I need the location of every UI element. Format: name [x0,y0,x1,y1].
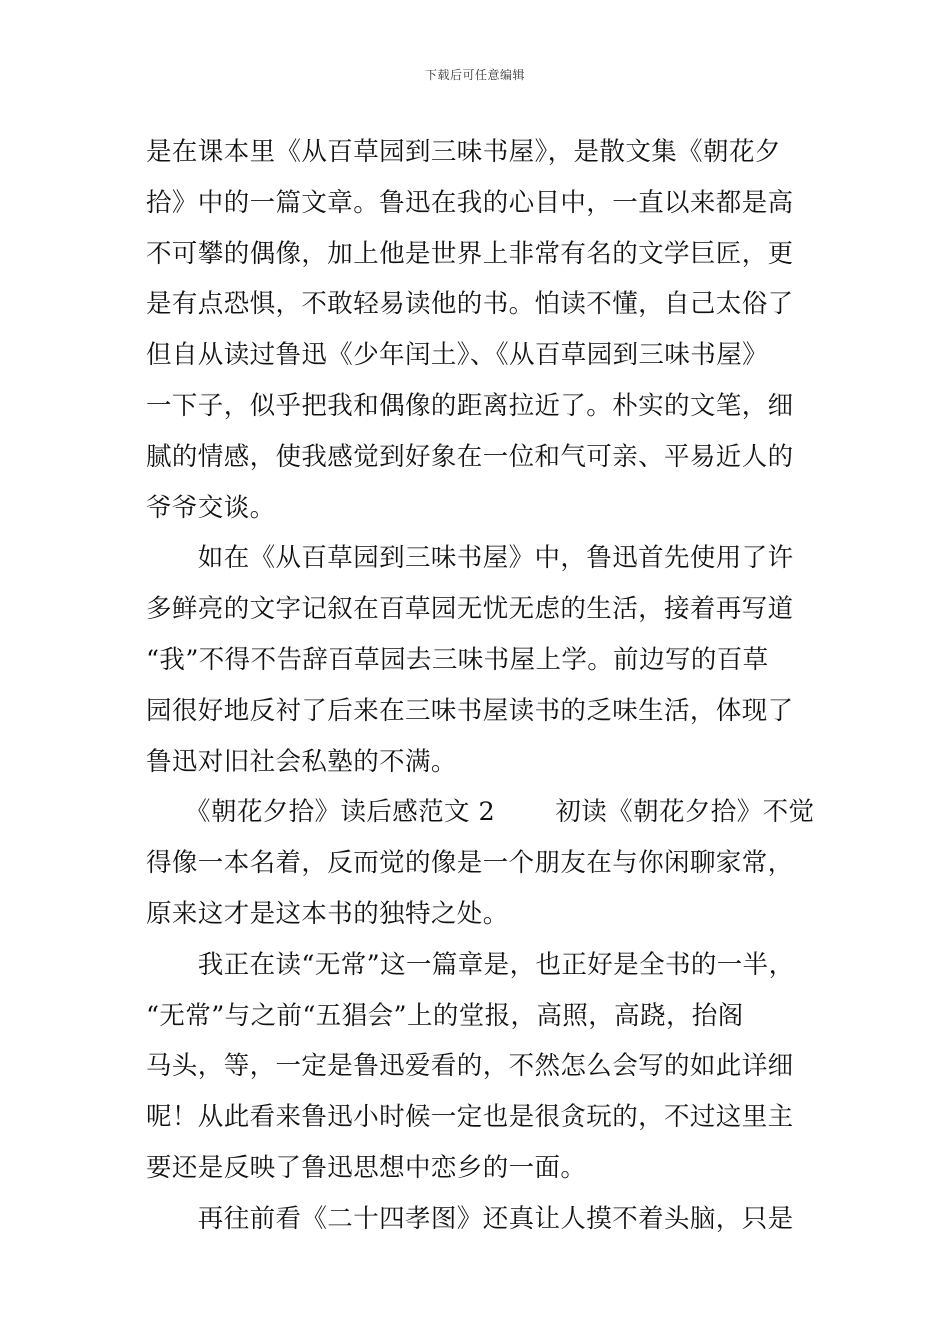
text-line: “无常”与之前“五猖会”上的堂报，高照，高跷，抬阁 [146,1000,744,1031]
text-line: 如在《从百草园到三味书屋》中，鲁迅首先使用了许 [146,543,794,574]
text-line: 一下子，似乎把我和偶像的距离拉近了。朴实的文笔，细 [146,390,794,421]
text-line: 鲁迅对旧社会私塾的不满。 [146,746,457,777]
text-line: “我”不得不告辞百草园去三味书屋上学。前边写的百草 [146,644,769,675]
text-line: 再往前看《二十四孝图》还真让人摸不着头脑，只是 [146,1203,794,1234]
text-line: 不可攀的偶像，加上他是世界上非常有名的文学巨匠，更 [146,238,794,269]
text-line: 多鲜亮的文字记叙在百草园无忧无虑的生活，接着再写道 [146,594,794,625]
text-line: 我正在读“无常”这一篇章是，也正好是全书的一半， [146,949,795,980]
text-line: 呢！从此看来鲁迅小时候一定也是很贪玩的，不过这里主 [146,1102,794,1133]
body-text [146,127,836,1245]
text-line: 腻的情感，使我感觉到好象在一位和气可亲、平易近人的 [146,441,794,472]
text-line: 马头，等，一定是鲁迅爱看的，不然怎么会写的如此详细 [146,1051,794,1082]
text-line: 是在课本里《从百草园到三味书屋》，是散文集《朝花夕 [146,137,781,167]
text-line: 但自从读过鲁迅《少年闰土》、《从百草园到三味书屋》 [146,340,769,371]
text-line: 《朝花夕拾》读后感范文 2 初读《朝花夕拾》不觉 [146,797,815,828]
page-header: 下载后可任意编辑 [424,68,525,82]
text-line: 要还是反映了鲁迅思想中恋乡的一面。 [146,1152,587,1183]
text-line: 得像一本名着，反而觉的像是一个朋友在与你闲聊家常， [146,848,794,879]
text-line: 拾》中的一篇文章。鲁迅在我的心目中，一直以来都是高 [146,187,794,218]
text-line: 原来这才是这本书的独特之处。 [146,898,509,929]
text-line: 是有点恐惧，不敢轻易读他的书。怕读不懂，自己太俗了 [146,289,794,320]
text-line: 爷爷交谈。 [146,492,276,523]
text-line: 园很好地反衬了后来在三味书屋读书的乏味生活，体现了 [146,695,794,726]
